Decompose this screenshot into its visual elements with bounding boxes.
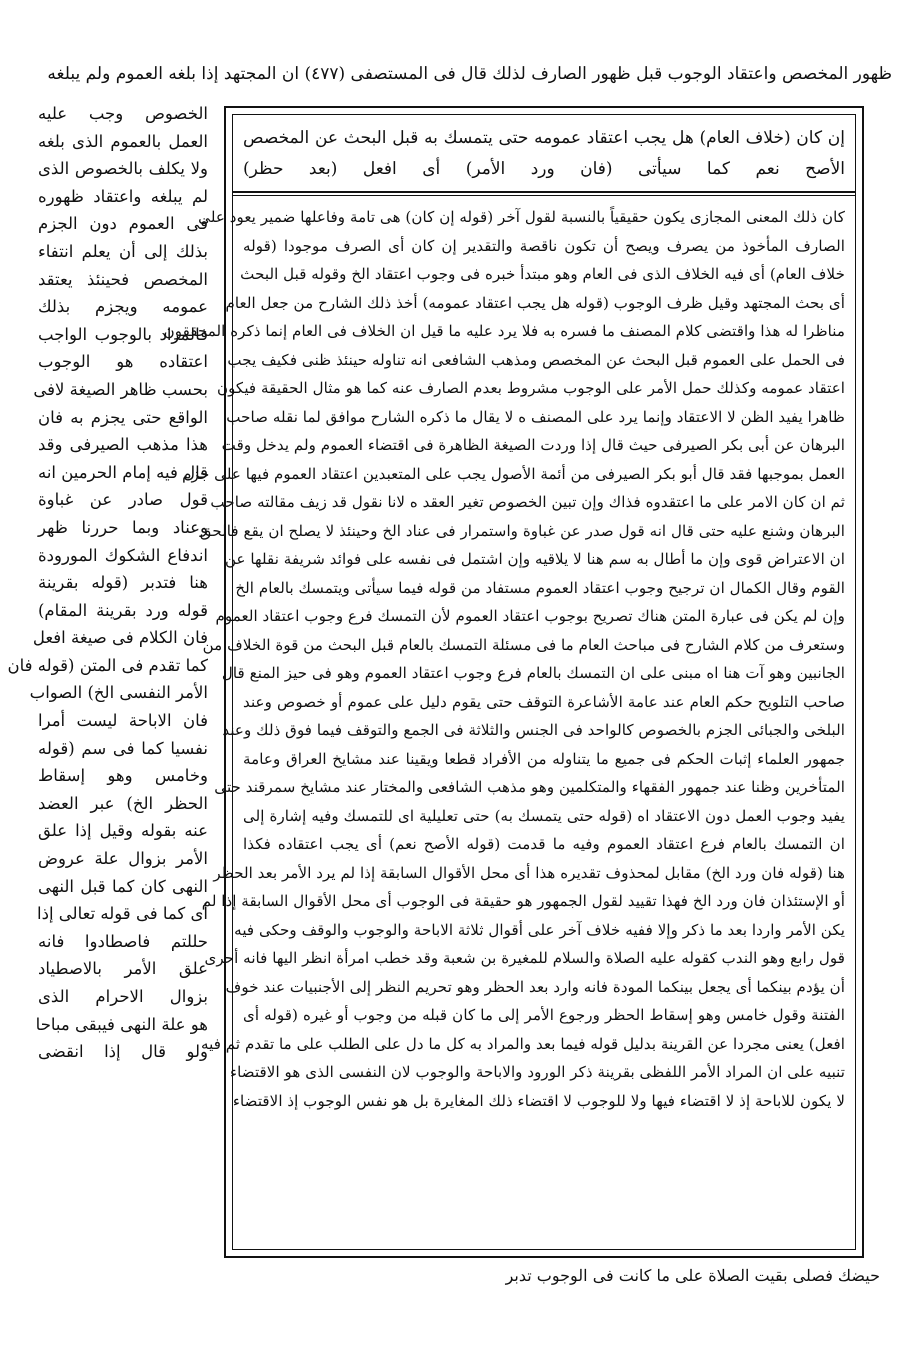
commentary-line: البلخى والجبائى الجزم بالخصوص كالواحد فى الجنس والثلاثة فى الجمع والتوقف فيما فوق ذلك وعند	[222, 721, 845, 739]
matn-line: الأصح نعم كما سيأتى (فان ورد الأمر) أى افعل (بعد حظر)	[243, 159, 845, 179]
marginal-line: وعناد وبما حررنا ظهر	[38, 517, 208, 537]
marginal-line: ولو قال إذا انقضى	[38, 1042, 208, 1062]
marginal-line: عنه بقوله وقيل إذا علق	[38, 821, 208, 841]
marginal-line: الأمر بزوال علة عروض	[38, 849, 208, 869]
commentary-line: البرهان وشنع عليه حتى قال انه قول صدر عن غباوة واستمرار فى عناد الخ وحينئذ لا يصلح ان يقع فالحق	[199, 521, 845, 540]
commentary-line: ان التمسك بالعام فرع اعتقاد العموم وفيه ما قدمت (قوله الأصح نعم) أى يجب اعتقاده فكذا	[243, 835, 845, 853]
marginal-line: لم يبلغه واعتقاد ظهوره	[38, 186, 208, 206]
commentary-line: خلاف العام) أى فيه الخلاف الذى فى العام وهو مبتدأ خبره فى وجوب اعتقاد الخ وقوله قبل البحث	[240, 265, 845, 283]
marginal-line: نفسيا كما فى سم (قوله	[38, 738, 208, 758]
commentary-line: أن يؤدم بينكما أى يجعل بينكما المودة فانه وارد بعد الحظر وهو تحريم النظر إلى الأجنبيات عند خوف	[225, 977, 845, 996]
commentary-line: القوم وقال الكمال ان ترجيح وجوب اعتقاد العموم مستفاد من قوله فيما سيأتى ويتمسك بالعام الخ	[235, 578, 845, 597]
marginal-line: هنا فتدبر (قوله بقرينة	[38, 573, 208, 593]
commentary-line: ثم ان كان الامر على ما اعتقدوه فذاك وإن تبين الخصوص تغير العقد ه لانا نقول قد زيف مقالته صاحب	[210, 493, 845, 511]
commentary-line: يفيد وجوب العمل دون الاعتقاد اه (قوله حتى يتمسك به) حتى تعليلية اى للتمسك وفيه إشارة إلى	[243, 806, 845, 825]
marginal-line: وخامس وهو إسقاط	[38, 766, 208, 786]
commentary-line: البرهان عن أبى بكر الصيرفى حيث قال إذا وردت الصيغة الظاهرة فى اقتضاء العموم ولم يدخل وقت	[221, 436, 845, 454]
commentary-line: جمهور العلماء إثبات الحكم فى جميع ما يتناوله من الأفراد قطعا ويقينا عند مشايخ العراق وعامة	[243, 749, 845, 768]
marginal-line: فى العموم دون الجزم	[38, 214, 208, 234]
commentary-line: قول رابع وهو الندب كقوله عليه الصلاة والسلام للمغيرة بن شعبة وقد خطب امرأة انظر اليها فانه أحرى	[204, 949, 845, 967]
commentary-line: وإن لم يكن فى عبارة المتن هناك تصريح بوجوب اعتقاد العموم لأن التمسك فرع وجوب اعتقاد العموم	[215, 607, 845, 625]
commentary-line: لا يكون للاباحة إذ لا اقتضاء فيها ولا للوجوب لا اقتضاء ذلك المغايرة بل هو نفس الوجوب إذ الاقتضاء	[232, 1091, 845, 1110]
marginal-line: هو علة النهى فيبقى مباحا	[35, 1014, 208, 1034]
running-header: ظهور المخصص واعتقاد الوجوب قبل ظهور الصارف لذلك قال فى المستصفى (٤٧٧) ان المجتهد إذا بلغه العموم ولم يبلغه	[47, 64, 892, 84]
commentary-line: كان ذلك المعنى المجازى يكون حقيقياً بالنسبة لقول آخر (قوله إن كان) هى تامة وفاعلها ضمير يعود على	[198, 208, 845, 226]
marginal-line: قول صادر عن غباوة	[38, 490, 208, 510]
main-text-frame	[163, 106, 864, 1258]
commentary-line: مناظرا له هذا واقتضى كلام المصنف ما فسره به فلا يرد عليه ما قيل ان الخلاف فى العام إنما ذكره المحققون	[163, 322, 845, 340]
marginal-gloss-column	[7, 100, 208, 1250]
footer-continuation: حيضك فصلى بقيت الصلاة على ما كانت فى الوجوب تدبر	[505, 1266, 880, 1285]
marginal-line: المخصص فحينئذ يعتقد	[38, 269, 208, 289]
marginal-line: فان الكلام فى صيغة افعل	[32, 628, 208, 648]
marginal-line: كما تقدم فى المتن (قوله فان	[7, 655, 208, 675]
marginal-line: هذا مذهب الصيرفى وقد	[38, 435, 208, 455]
matn-text	[243, 123, 845, 189]
marginal-line: النهى كان كما قبل النهى	[38, 876, 208, 896]
marginal-line: العمل بالعموم الذى بلغه	[38, 131, 208, 151]
marginal-line: الواقع حتى يجزم به فان	[38, 407, 208, 427]
commentary-line: ظاهرا يفيد الظن لا الاعتقاد وإنما يرد على المصنف ه لا يقال ما ذكره الشارح موافق لما نقله صاحب	[226, 407, 845, 426]
commentary-line: صاحب التلويح حكم العام عند عامة الأشاعرة التوقف حتى يقوم دليل على عموم أو خصوص وعند	[243, 692, 845, 711]
commentary-line: يكن الأمر واردا بعد ما ذكر وإلا ففيه خلاف آخر على أقوال ثلاثة الاباحة والوجوب والوقف وحكى فيه	[234, 920, 845, 939]
marginal-line: بزوال الاحرام الذى	[38, 987, 208, 1006]
commentary-line: الجانبين وهو آت هنا اه مبنى على ان التمسك بالعام فرع وجوب اعتقاد العموم وهو فى حيز المنع قال	[221, 664, 845, 682]
marginal-line: بذلك إلى أن يعلم انتفاء	[38, 241, 208, 261]
commentary-line: فى الحمل على العموم قبل البحث عن المخصص ومذهب الشافعى انه تناوله حينئذ ظنى فكيف يجب	[227, 350, 845, 369]
marginal-line: فان الاباحة ليست أمرا	[38, 711, 208, 731]
marginal-line: ولا يكلف بالخصوص الذى	[38, 159, 208, 179]
commentary-line: افعل) يعنى مجردا عن القرينة بدليل قوله فيما بعد والمراد به كل ما دل على الطلب على ما تقدم ثم فيه	[200, 1034, 845, 1053]
commentary-line: وستعرف من كلام الشارح فى مباحث العام ما فى مسئلة التمسك بالعام قبل البحث من قوة الخلاف من	[202, 635, 845, 654]
marginal-line: علق الأمر بالاصطياد	[38, 959, 208, 979]
marginal-line: أى كما فى قوله تعالى إذا	[37, 904, 208, 924]
commentary-line: هنا (قوله فان ورد الخ) مقابل لمحذوف تقديره هذا أى محل الأقوال السابقة إذا لم يرد الأمر بعد الحظر	[213, 863, 845, 882]
marginal-line: قال فيه إمام الحرمين انه	[37, 462, 208, 482]
commentary-line: أو الإستئذان فان ورد الخ فهذا تقييد لقول الجمهور هو حقيقة فى الوجوب أى محل الأقوال السابقة إذا لم	[201, 892, 845, 910]
commentary-line: الصارف المأخوذ من يصرف ويصح أن تكون ناقصة والتقدير إن كان أى الصرف موجودا (قوله	[243, 236, 845, 255]
marginal-line: الخصوص وجب عليه	[38, 104, 208, 123]
matn-separator-line-thin	[233, 195, 855, 196]
commentary-line: تنبيه على ان المراد الأمر اللفظى بقرينة ذكر الورود والاباحة والوجوب لان النفسى الذى هو الاقتضاء	[230, 1063, 845, 1081]
commentary-line: الفتنة وقول خامس وهو إسقاط الحظر ورجوع الأمر إلى ما كان قبله من وجوب أو غيره (قوله أى	[243, 1006, 845, 1024]
marginal-line: اندفاع الشكوك المورودة	[38, 545, 208, 565]
marginal-line: اعتقاده هو الوجوب	[38, 352, 208, 372]
marginal-line: حللتم فاصطادوا فانه	[38, 931, 208, 951]
commentary-line: العمل بموجبها فقد قال أبو بكر الصيرفى من أئمة الأصول يجب على المتعبدين اعتقاد العموم فيها على جزم	[182, 464, 845, 483]
marginal-line: بحسب ظاهر الصيغة لافى	[33, 379, 208, 399]
commentary-line: المتأخرين وظنا عند جمهور الفقهاء والمتكلمين وهو مذهب الشافعى والمختار عند مشايخ سمرقند حتى	[214, 778, 845, 796]
commentary-text	[163, 203, 845, 1243]
matn-line: إن كان (خلاف العام) هل يجب اعتقاد عمومه حتى يتمسك به قبل البحث عن المخصص	[243, 128, 845, 148]
commentary-line: ان الاعتراض قوى وإن ما أطال به سم هنا لا يلاقيه وإن اشتمل فى نفسه على فوائد شريفة نقلها عن	[224, 550, 845, 568]
commentary-line: أى بحث المجتهد وقيل ظرف الوجوب (قوله هل يجب اعتقاد عمومه) أخذ ذلك الشارح من جعل العام	[225, 293, 845, 312]
inner-border	[163, 114, 856, 1250]
marginal-line: قوله ورد بقرينة المقام)	[38, 600, 208, 620]
marginal-line: الأمر النفسى الخ) الصواب	[29, 683, 208, 703]
commentary-line: اعتقاد عمومه وكذلك حمل الأمر على الوجوب مشروط بعدم الصارف عنه كما هو مثال الحقيقة فيكون	[216, 379, 845, 397]
marginal-line: عمومه ويجزم بذلك	[38, 297, 208, 317]
marginal-line: الحظر الخ) عبر العضد	[38, 793, 208, 813]
marginal-line: فالمراد بالوجوب الواجب	[38, 324, 208, 344]
matn-separator-line	[233, 191, 855, 193]
